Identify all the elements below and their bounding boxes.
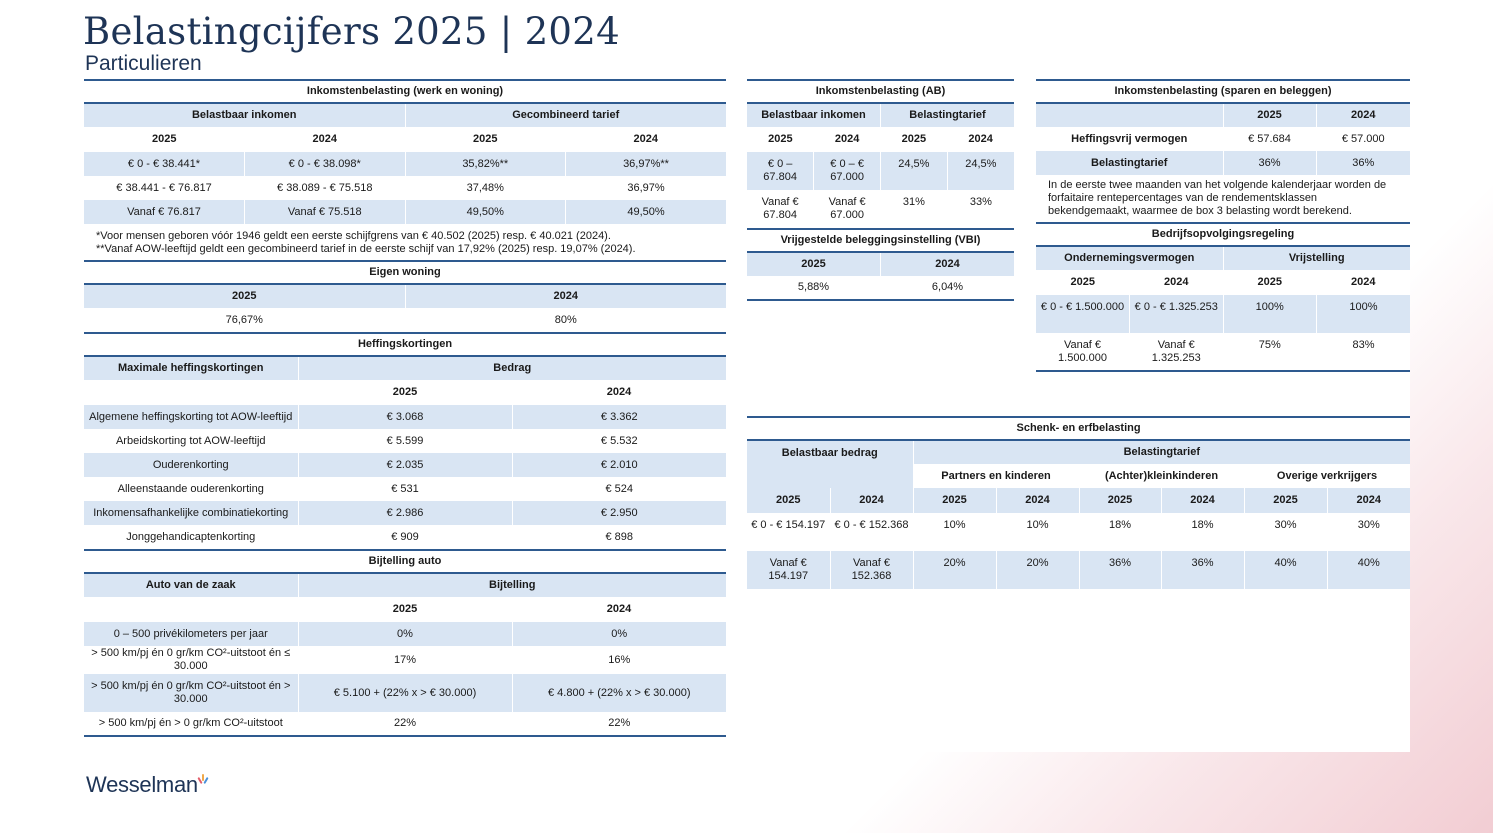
table-caption: Bijtelling auto xyxy=(84,550,726,573)
table-cell: 10% xyxy=(996,513,1079,551)
table-cell: 0% xyxy=(512,622,726,646)
table-cell: Vanaf € 1.325.253 xyxy=(1130,333,1224,371)
row-label: Heffingsvrij vermogen xyxy=(1071,132,1188,145)
table-caption: Inkomstenbelasting (sparen en beleggen) xyxy=(1036,80,1410,103)
table-cell: Vanaf € 76.817 xyxy=(84,200,245,224)
table-cell: € 2.035 xyxy=(298,453,512,477)
table-cell: € 0 - € 152.368 xyxy=(830,513,913,551)
table-cell: 22% xyxy=(512,712,726,736)
table-cell: 20% xyxy=(913,551,996,589)
year-header: 2024 xyxy=(1327,488,1410,513)
table-caption: Schenk- en erfbelasting xyxy=(747,417,1410,440)
table-cell: 22% xyxy=(298,712,512,736)
year-header: 2025 xyxy=(84,284,405,308)
table-cell: 80% xyxy=(405,308,726,332)
table-cell: € 531 xyxy=(298,477,512,501)
column-header: Maximale heffingskortingen xyxy=(84,356,298,380)
right-column xyxy=(1036,79,1410,372)
table-row xyxy=(747,152,1014,190)
logo-text: Wesselman xyxy=(86,772,198,797)
year-header: 2024 xyxy=(881,252,1015,276)
year-header: 2024 xyxy=(834,133,860,145)
table-cell: Jonggehandicaptenkorting xyxy=(126,530,256,543)
table-cell: 100% xyxy=(1223,295,1317,333)
year-header: 2025 xyxy=(901,133,927,145)
vbi-table xyxy=(747,228,1014,301)
year-header: 2024 xyxy=(1161,488,1244,513)
year-header: 2024 xyxy=(1316,103,1410,127)
table-caption: Eigen woning xyxy=(84,261,726,284)
table-cell: € 909 xyxy=(298,525,512,549)
year-header: 2024 xyxy=(996,488,1079,513)
table-row xyxy=(1036,333,1410,371)
box3-note: In de eerste twee maanden van het volgende kalenderjaar worden de forfaitaire rentepercentages van de rendementsklassen bekendgemaakt, waarmee de box 3 belasting wordt berekend. xyxy=(1048,179,1387,217)
table-cell: 40% xyxy=(1244,551,1327,589)
table-cell: € 38.441 - € 76.817 xyxy=(116,181,212,194)
year-header: 2025 xyxy=(473,133,498,145)
income-tax-work-home-table xyxy=(84,79,726,224)
group-header: Partners en kinderen xyxy=(941,469,1051,482)
table-cell: > 500 km/pj én > 0 gr/km CO²-uitstoot xyxy=(84,712,298,736)
year-header: 2024 xyxy=(633,133,658,145)
table-row xyxy=(747,551,1410,589)
column-header: Belastbaar bedrag xyxy=(747,440,913,488)
business-succession-table xyxy=(1036,222,1410,372)
column-header: Auto van de zaak xyxy=(84,573,298,597)
table-caption: Inkomstenbelasting (AB) xyxy=(747,80,1014,103)
car-addition-table xyxy=(84,549,726,737)
year-header: 2024 xyxy=(405,284,726,308)
table-cell: 36% xyxy=(1223,151,1316,175)
table-cell: € 0 - € 1.500.000 xyxy=(1036,295,1130,333)
footnote: *Voor mensen geboren vóór 1946 geldt een eerste schijfgrens van € 40.502 (2025) resp. € 40.021 (2024). xyxy=(96,230,611,242)
empty-cell xyxy=(84,597,298,622)
footnote: **Vanaf AOW-leeftijd geldt een gecombineerd tarief in de eerste schijf van 17,92% (2025) resp. 19,07% (2024). xyxy=(96,243,636,255)
year-header: 2024 xyxy=(1164,276,1189,288)
table-cell: 49,50% xyxy=(566,200,727,224)
table-cell: 0% xyxy=(298,622,512,646)
table-cell: 36% xyxy=(1161,551,1244,589)
table-caption: Bedrijfsopvolgingsregeling xyxy=(1036,223,1410,246)
column-header: Belastbaar inkomen xyxy=(747,103,881,127)
table-cell: € 0 - € 154.197 xyxy=(751,519,826,531)
table-row xyxy=(1036,295,1410,333)
footnotes xyxy=(84,224,726,260)
empty-cell xyxy=(1036,103,1223,127)
income-tax-ab-table xyxy=(747,79,1014,228)
table-cell: € 5.532 xyxy=(512,429,726,453)
table-row xyxy=(84,501,726,525)
table-row xyxy=(84,453,726,477)
year-header: 2025 xyxy=(747,252,881,276)
table-cell: 24,5% xyxy=(881,152,948,190)
table-row xyxy=(84,308,726,332)
table-cell: 33% xyxy=(947,190,1014,228)
table-row xyxy=(84,477,726,501)
table-row xyxy=(1036,127,1410,151)
table-cell: € 5.100 + (22% x > € 30.000) xyxy=(298,674,512,712)
table-cell: € 524 xyxy=(512,477,726,501)
left-column xyxy=(84,79,726,737)
year-header: 2024 xyxy=(312,133,337,145)
table-cell: 36% xyxy=(1079,551,1161,589)
year-header: 2025 xyxy=(1223,103,1316,127)
year-header: 2025 xyxy=(1070,276,1095,288)
table-cell: Ouderenkorting xyxy=(84,453,298,477)
table-cell: 30% xyxy=(1244,513,1327,551)
year-header: 2025 xyxy=(1257,276,1282,288)
table-cell: € 898 xyxy=(512,525,726,549)
table-cell: 17% xyxy=(298,646,512,674)
table-cell: € 2.010 xyxy=(512,453,726,477)
table-cell: 36% xyxy=(1316,151,1410,175)
row-label: Belastingtarief xyxy=(1036,151,1223,175)
table-row xyxy=(84,525,726,549)
table-cell: Vanaf € 75.518 xyxy=(245,200,406,224)
table-cell: 76,67% xyxy=(225,313,263,326)
gift-inheritance-table xyxy=(747,416,1410,589)
column-header: Belastingtarief xyxy=(881,103,1015,127)
year-header: 2025 xyxy=(1244,488,1327,513)
year-header: 2024 xyxy=(1351,276,1376,288)
table-cell: Alleenstaande ouderenkorting xyxy=(117,482,264,495)
logo-mark-icon xyxy=(199,774,207,786)
table-cell: 20% xyxy=(996,551,1079,589)
table-row xyxy=(747,276,1014,300)
table-cell: 16% xyxy=(512,646,726,674)
year-header: 2024 xyxy=(606,603,632,615)
table-cell: 6,04% xyxy=(881,276,1015,300)
table-cell: € 4.800 + (22% x > € 30.000) xyxy=(512,674,726,712)
table-row xyxy=(84,152,726,176)
middle-column xyxy=(747,79,1014,301)
table-row xyxy=(84,429,726,453)
table-cell: 49,50% xyxy=(405,200,566,224)
table-cell: € 2.986 xyxy=(298,501,512,525)
year-header: 2024 xyxy=(830,488,913,513)
table-caption: Inkomstenbelasting (werk en woning) xyxy=(84,80,726,103)
table-cell: 5,88% xyxy=(747,276,881,300)
table-cell: Arbeidskorting tot AOW-leeftijd xyxy=(115,434,266,447)
column-header: Belastingtarief xyxy=(913,440,1410,464)
table-cell: € 0 - € 1.325.253 xyxy=(1130,295,1224,333)
table-cell: € 57.000 xyxy=(1316,127,1410,151)
table-row xyxy=(84,405,726,429)
table-cell: € 38.089 - € 75.518 xyxy=(245,176,406,200)
table-cell: 0 – 500 privékilometers per jaar xyxy=(84,622,298,646)
table-cell: Vanaf € 67.804 xyxy=(761,196,799,221)
column-header: Vrijstelling xyxy=(1223,246,1410,270)
table-cell: 31% xyxy=(881,190,948,228)
table-cell: 30% xyxy=(1327,513,1410,551)
year-header: 2025 xyxy=(913,488,996,513)
table-cell: € 3.362 xyxy=(512,405,726,429)
table-cell: 36,97% xyxy=(566,176,727,200)
table-cell: Algemene heffingskorting tot AOW-leeftijd xyxy=(84,405,298,429)
table-cell: 36,97%** xyxy=(566,152,727,176)
page-subtitle: Particulieren xyxy=(85,52,202,75)
table-cell: € 5.599 xyxy=(298,429,512,453)
table-cell: € 2.950 xyxy=(512,501,726,525)
table-cell: > 500 km/pj én 0 gr/km CO²-uitstoot én > 30.000 xyxy=(84,674,298,712)
year-header: 2025 xyxy=(152,133,177,145)
table-cell: Vanaf € 1.500.000 xyxy=(1036,333,1130,371)
table-cell: € 57.684 xyxy=(1223,127,1316,151)
table-row xyxy=(84,200,726,224)
table-cell: 75% xyxy=(1223,333,1317,371)
table-cell: 18% xyxy=(1079,513,1161,551)
own-home-table xyxy=(84,260,726,332)
income-tax-savings-table xyxy=(1036,79,1410,175)
table-cell: € 0 – € 67.000 xyxy=(814,152,881,190)
table-cell: € 3.068 xyxy=(298,405,512,429)
table-cell: 83% xyxy=(1317,333,1411,371)
table-cell: 24,5% xyxy=(947,152,1014,190)
table-cell: Vanaf € 154.197 xyxy=(747,551,830,589)
table-cell: > 500 km/pj én 0 gr/km CO²-uitstoot én ≤ 30.000 xyxy=(91,647,291,672)
table-cell: € 0 - € 38.098* xyxy=(245,152,406,176)
table-row xyxy=(84,712,726,736)
table-cell: 37,48% xyxy=(405,176,566,200)
year-header: 2025 xyxy=(768,133,793,145)
table-cell: 40% xyxy=(1327,551,1410,589)
table-cell: 18% xyxy=(1161,513,1244,551)
table-cell: € 0 – 67.804 xyxy=(747,152,814,190)
table-row xyxy=(84,674,726,712)
company-logo xyxy=(86,772,207,798)
year-header: 2025 xyxy=(392,603,418,615)
table-cell: 100% xyxy=(1317,295,1411,333)
column-header: Ondernemingsvermogen xyxy=(1036,246,1223,270)
table-caption: Heffingskortingen xyxy=(84,333,726,356)
column-header: Bedrag xyxy=(298,356,726,380)
table-cell: Inkomensafhankelijke combinatiekorting xyxy=(84,501,298,525)
year-header: 2024 xyxy=(606,386,632,398)
year-header: 2025 xyxy=(1079,488,1161,513)
table-row xyxy=(1036,151,1410,175)
table-caption: Vrijgestelde beleggingsinstelling (VBI) xyxy=(747,229,1014,252)
table-row xyxy=(84,176,726,200)
column-header: Belastbaar inkomen xyxy=(84,103,405,127)
group-header: Overige verkrijgers xyxy=(1276,469,1378,482)
table-row xyxy=(84,646,726,674)
year-header: 2024 xyxy=(968,133,993,145)
table-row xyxy=(84,622,726,646)
page-title: Belastingcijfers 2025 | 2024 xyxy=(83,10,620,53)
table-cell: 35,82%** xyxy=(405,152,566,176)
column-header: Bijtelling xyxy=(298,573,726,597)
table-row xyxy=(747,513,1410,551)
table-row xyxy=(747,190,1014,228)
table-cell: € 0 - € 38.441* xyxy=(84,152,245,176)
table-cell: Vanaf € 152.368 xyxy=(830,551,913,589)
year-header: 2025 xyxy=(747,488,830,513)
tax-credits-table xyxy=(84,332,726,549)
table-cell: 10% xyxy=(913,513,996,551)
gift-inheritance-block xyxy=(747,416,1410,589)
column-header: Gecombineerd tarief xyxy=(405,103,726,127)
group-header: (Achter)kleinkinderen xyxy=(1104,469,1219,482)
year-header: 2025 xyxy=(392,386,418,398)
table-cell: Vanaf € 67.000 xyxy=(814,190,881,228)
empty-cell xyxy=(84,380,298,405)
